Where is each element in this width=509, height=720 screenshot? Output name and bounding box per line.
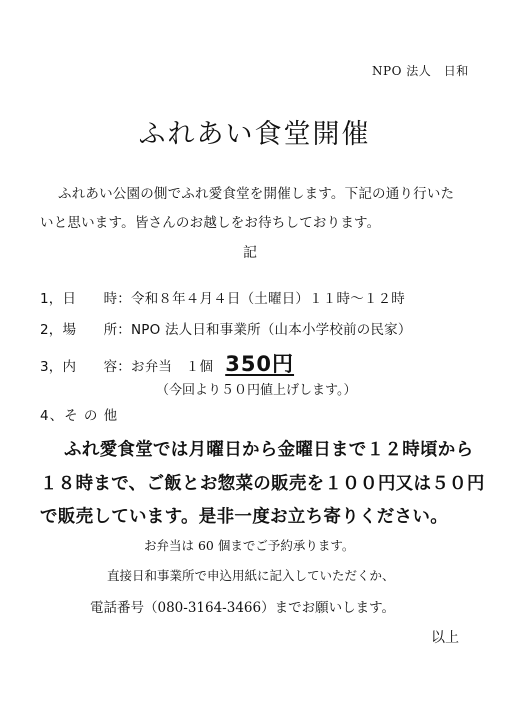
bento-price: 350円 [225, 352, 295, 376]
other-line-1: ふれ愛食堂では月曜日から金曜日まで１２時頃から [64, 440, 474, 460]
price-note: （今回より５０円値上げします。） [156, 383, 357, 398]
phone-line: 電話番号（080-3164-3466）までお願いします。 [90, 600, 396, 616]
apply-line: 直接日和事業所で申込用紙に記入していただくか、 [107, 568, 395, 583]
organization-name: NPO 法人 日和 [372, 64, 469, 78]
detail-item-content [40, 348, 294, 378]
other-heading: 4、そ の 他 [40, 408, 119, 424]
detail-label: 2，場 所： [40, 322, 131, 338]
closing-text: 以上 [431, 630, 459, 646]
detail-item-date [40, 287, 405, 307]
intro-line-1: ふれあい公園の側でふれ愛食堂を開催します。下記の通り行いた [58, 186, 455, 202]
detail-value: NPO 法人日和事業所（山本小学校前の民家） [131, 322, 412, 338]
page-title: ふれあい食堂開催 [138, 119, 371, 150]
detail-label: 1，日 時： [40, 291, 131, 307]
other-line-3: で販売しています。是非一度お立ち寄りください。 [40, 507, 448, 527]
detail-value: 令和８年４月４日（土曜日）１１時〜１２時 [131, 291, 405, 307]
other-line-2: １８時まで、ご飯とお惣菜の販売を１００円又は５０円 [40, 474, 485, 494]
reservation-line: お弁当は 60 個までご予約承ります。 [144, 538, 355, 553]
ki-heading: 記 [243, 245, 257, 261]
detail-value: お弁当 １個 [131, 359, 214, 375]
intro-line-2: いと思います。皆さんのお越しをお待ちしております。 [40, 215, 381, 231]
detail-label: 3，内 容： [40, 359, 131, 375]
detail-item-place [40, 318, 412, 338]
